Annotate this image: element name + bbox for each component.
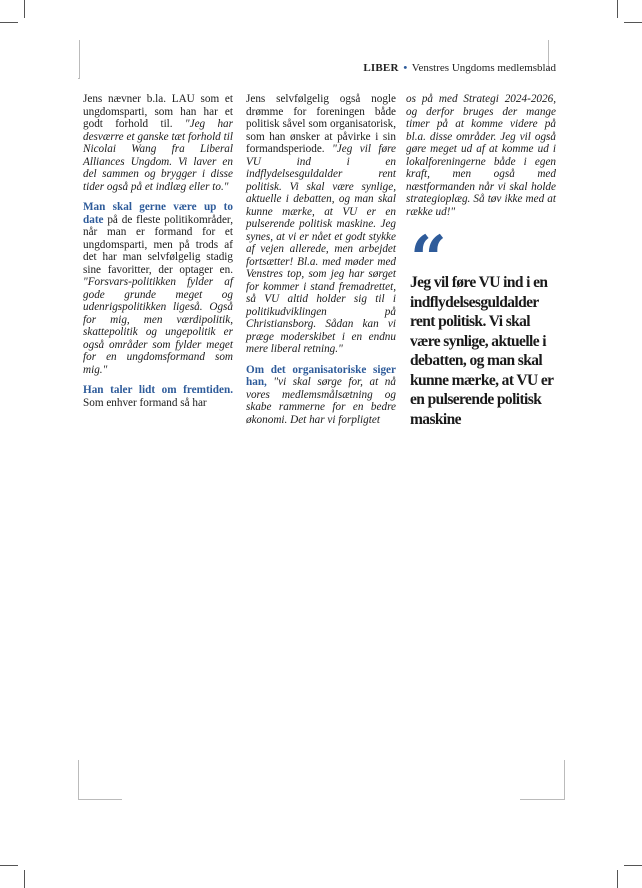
frame-mark	[564, 760, 566, 800]
crop-mark	[624, 865, 642, 866]
subheading: Han taler lidt om fremtiden.	[83, 384, 233, 396]
paragraph	[246, 93, 396, 356]
body-text: Som enhver formand så har	[83, 396, 207, 409]
paragraph	[83, 384, 233, 409]
quote-text: "vi skal sørge for, at nå vores medlemsmålsætning og skabe rammerne for en bedre økonomi. Det har vi forpligtet	[246, 376, 396, 426]
frame-mark	[520, 799, 564, 801]
crop-mark	[617, 870, 618, 888]
paragraph	[406, 93, 556, 218]
article-column-2	[246, 93, 396, 434]
crop-mark	[0, 22, 18, 23]
body-text: Jens nævner b.la. LAU som et ungdomsparti, som han har et godt forhold til.	[83, 93, 233, 130]
page-header	[363, 62, 556, 74]
paragraph	[83, 93, 233, 193]
magazine-title: Venstres Ungdoms medlemsblad	[411, 62, 556, 74]
crop-mark	[617, 0, 618, 18]
magazine-brand: LIBER	[363, 62, 399, 74]
header-separator: •	[403, 62, 408, 74]
paragraph	[246, 364, 396, 427]
crop-mark	[0, 865, 18, 866]
quote-text: "Forsvars-politikken fylder af gode grunde meget og udenrigspolitikken ligeså. Også for mig, men værdipolitik, skattepolitik og ungepolitik er også områder som fylder meget for en ungdomsformand som mig."	[83, 276, 233, 376]
article-column-1	[83, 93, 233, 417]
quotation-mark-icon: “	[410, 222, 447, 297]
crop-mark	[24, 0, 25, 18]
body-text: på de fleste politikområder, når man er formand for et ungdomsparti, men på trods af det har man selvfølgelig stadig sine favoritter, der optager en.	[83, 213, 233, 276]
quote-text: os på med Strategi 2024-2026, og derfor bruges der mange timer på at komme videre på bl.a. disse områder. Jeg vil også gøre meget ud af at komme ud i lokalforeningerne både i egen kraft, men også med næstformanden når vi skal holde strategioplæg. Så tøv ikke med at række ud!"	[406, 93, 556, 218]
subheading: Om det organisatoriske siger han,	[246, 363, 396, 388]
crop-mark	[624, 22, 642, 23]
quote-text: "Jeg vil føre VU ind i en indflydelsesguldalder rent politisk. Vi skal være synlige, aktuelle i debatten, og man skal kunne mærke, at VU er en pulserende politisk maskine. Jeg synes, at vi er nået et godt stykke af vejen allerede, men arbejdet fortsætter! Bl.a. med møder med Venstres top, som jeg har sørget for kommer i stand fremadrettet, så VU altid holder sig til i politikudviklingen på Christiansborg. Sådan kan vi præge moderskibet i en endnu mere liberal retning."	[246, 143, 396, 355]
quote-text: "Jeg har desværre et ganske tæt forhold til Nicolai Wang fra Liberal Alliances Ungdom. Vi laver en del sammen og brygger i disse tider også på et indlæg eller to."	[83, 118, 234, 193]
subheading: Man skal gerne være up to date	[83, 201, 233, 226]
frame-mark	[78, 40, 80, 79]
frame-mark	[78, 799, 122, 801]
frame-mark	[78, 760, 80, 800]
body-text: Jens selvfølgelig også nogle drømme for foreningen både politisk såvel som organisatorisk, som han ønsker at påvirke i sin formandsperiode.	[246, 93, 396, 155]
pull-quote: Jeg vil føre VU ind i en indflydelsesguldalder rent politisk. Vi skal være synlige, aktuelle i debatten, og man skal kunne mærke, at VU er en pulserende politisk maskine	[410, 274, 554, 428]
crop-mark	[24, 870, 25, 888]
article-column-3	[406, 93, 556, 226]
paragraph	[83, 201, 233, 376]
